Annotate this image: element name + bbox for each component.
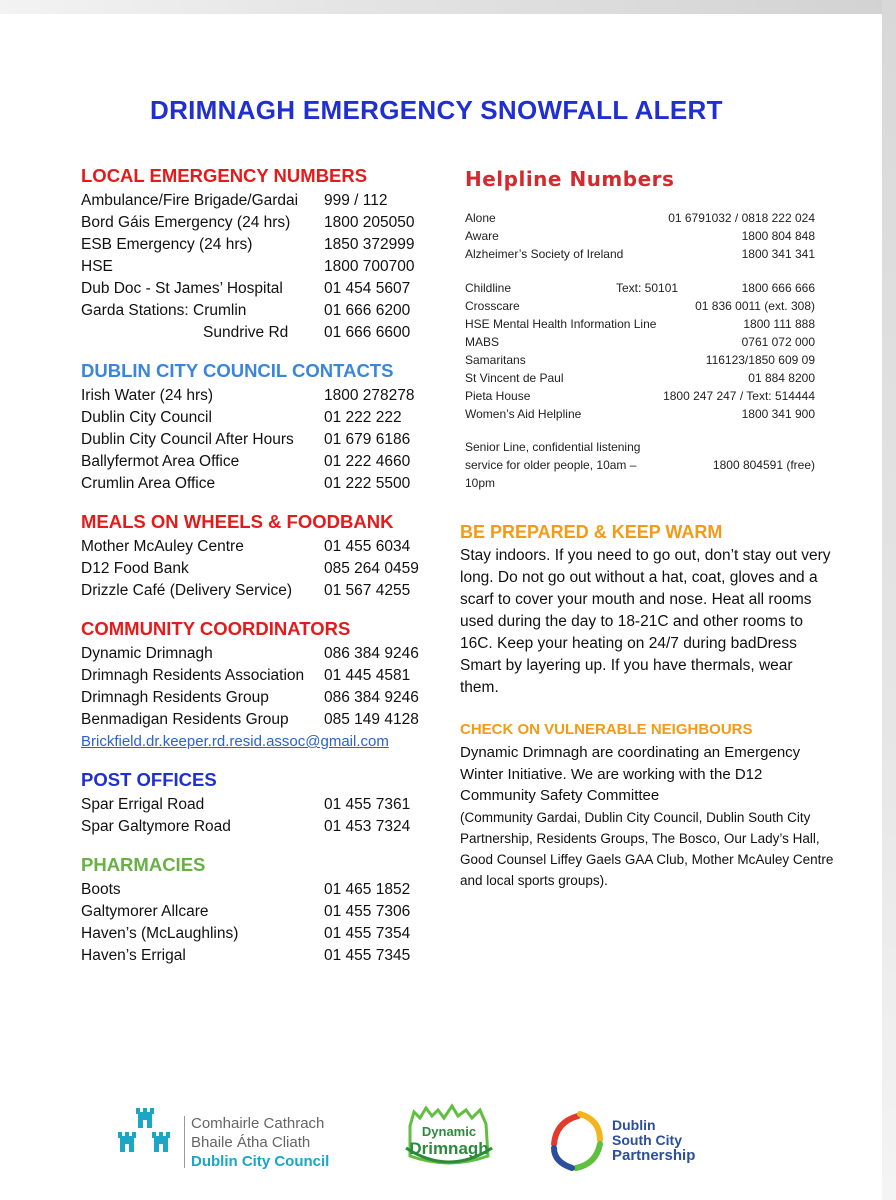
- helpline-row: [465, 369, 815, 387]
- contact-number: 1800 205050: [324, 214, 415, 231]
- dscp-line-3: Partnership: [612, 1147, 696, 1164]
- left-column: [81, 165, 441, 983]
- dublin-south-city-partnership-logo: [546, 1106, 726, 1176]
- helpline-number: 1800 247 247 / Text: 514444: [663, 389, 815, 403]
- senior-line-number: 1800 804591 (free): [712, 458, 815, 472]
- contact-name: Haven’s (McLaughlins): [81, 925, 239, 942]
- dynamic-drimnagh-text: [400, 1124, 498, 1159]
- pharmacies-section: [81, 854, 441, 967]
- contact-row: [81, 385, 441, 407]
- dublin-city-council-logo: [118, 1108, 358, 1168]
- contact-number: 01 455 7306: [324, 903, 411, 920]
- contact-number: 01 455 6034: [324, 538, 411, 555]
- dcc-logo-text: [191, 1114, 329, 1171]
- contact-row: [81, 451, 441, 473]
- contact-row: [81, 429, 441, 451]
- meals-heading: MEALS ON WHEELS & FOODBANK: [81, 511, 394, 532]
- city-council-heading: DUBLIN CITY COUNCIL CONTACTS: [81, 360, 394, 381]
- contact-name: Bord Gáis Emergency (24 hrs): [81, 214, 291, 231]
- contact-name: ESB Emergency (24 hrs): [81, 236, 253, 253]
- helpline-row: [465, 227, 815, 245]
- contact-number: 085 264 0459: [324, 560, 419, 577]
- helpline-name: Pieta House: [465, 389, 531, 403]
- contact-row: [81, 407, 441, 429]
- contact-name: Spar Galtymore Road: [81, 818, 231, 835]
- helpline-name: Alzheimer’s Society of Ireland: [465, 247, 624, 261]
- contact-row: [81, 945, 441, 967]
- contact-name: Dublin City Council After Hours: [81, 431, 294, 448]
- contact-row: [81, 536, 441, 558]
- dscp-line-1: Dublin: [612, 1117, 656, 1133]
- contact-row: [81, 278, 441, 300]
- helpline-number: 1800 341 341: [741, 247, 815, 261]
- contact-name: Drimnagh Residents Group: [81, 689, 269, 706]
- contact-row: [81, 709, 441, 731]
- contact-row: [81, 816, 441, 838]
- helpline-row: [465, 315, 815, 333]
- contact-number: 1800 700700: [324, 258, 415, 275]
- contact-name: Ambulance/Fire Brigade/Gardai: [81, 192, 299, 209]
- contact-number: 01 666 6200: [324, 302, 411, 319]
- castles-icon: [118, 1108, 178, 1168]
- dscp-logo-text: [612, 1118, 695, 1163]
- helpline-heading: Helpline Numbers: [465, 167, 675, 191]
- helpline-name: Aware: [465, 229, 499, 243]
- contact-row: [81, 687, 441, 709]
- contact-name: Drizzle Café (Delivery Service): [81, 582, 293, 599]
- helpline-row: [465, 279, 815, 297]
- helpline-row: [465, 387, 815, 405]
- contact-name: Spar Errigal Road: [81, 796, 205, 813]
- contact-name: Irish Water (24 hrs): [81, 387, 214, 404]
- contact-row: [81, 901, 441, 923]
- helpline-number: 1800 111 888: [743, 317, 815, 331]
- page-title: DRIMNAGH EMERGENCY SNOWFALL ALERT: [150, 95, 723, 125]
- logo-divider: [184, 1116, 185, 1168]
- contact-name: Ballyfermot Area Office: [81, 453, 240, 470]
- contact-row: [81, 190, 441, 212]
- contact-row: [81, 665, 441, 687]
- helpline-row: [465, 209, 815, 227]
- contact-name: Benmadigan Residents Group: [81, 711, 289, 728]
- coordinators-section: [81, 618, 441, 753]
- contact-number: 1800 278278: [324, 387, 415, 404]
- contact-number: 01 679 6186: [324, 431, 411, 448]
- helpline-name: Crosscare: [465, 299, 520, 313]
- helpline-row: [465, 351, 815, 369]
- dscp-line-2: South City: [612, 1132, 682, 1148]
- vulnerable-body: Dynamic Drimnagh are coordinating an Emergency Winter Initiative. We are working with the D12 Community Safety Committee: [460, 744, 801, 804]
- contact-number: 01 465 1852: [324, 881, 411, 898]
- contact-number: 086 384 9246: [324, 645, 419, 662]
- contact-name: Haven’s Errigal: [81, 947, 186, 964]
- helpline-row: [465, 333, 815, 351]
- contact-number: 01 666 6600: [324, 324, 411, 341]
- contact-row: [81, 879, 441, 901]
- helpline-row: [465, 297, 815, 315]
- helpline-name: Women’s Aid Helpline: [465, 407, 582, 421]
- dd-line-2: Drimnagh: [409, 1139, 489, 1158]
- contact-name: Dublin City Council: [81, 409, 212, 426]
- contact-name: D12 Food Bank: [81, 560, 189, 577]
- page-edge-shadow-right: [882, 0, 896, 1200]
- contact-number: 01 453 7324: [324, 818, 411, 835]
- contact-number: 999 / 112: [324, 192, 388, 209]
- coordinators-heading: COMMUNITY COORDINATORS: [81, 618, 351, 639]
- helpline-name: MABS: [465, 335, 500, 349]
- contact-number: 01 455 7354: [324, 925, 411, 942]
- contact-name: Sundrive Rd: [203, 324, 289, 341]
- contact-number: 01 222 222: [324, 409, 402, 426]
- contact-number: 01 445 4581: [324, 667, 411, 684]
- helpline-name: Samaritans: [465, 353, 526, 367]
- contact-row: [81, 322, 441, 344]
- contact-name: Dub Doc - St James’ Hospital: [81, 280, 283, 297]
- email-link[interactable]: Brickfield.dr.keeper.rd.resid.assoc@gmail.com: [81, 733, 389, 750]
- post-offices-section: [81, 769, 441, 838]
- helpline-name: Childline: [465, 281, 512, 295]
- contact-row: [81, 300, 441, 322]
- helpline-number: 01 884 8200: [748, 371, 815, 385]
- contact-name: HSE: [81, 258, 113, 275]
- helpline-row: [465, 405, 815, 423]
- contact-row: [81, 558, 441, 580]
- contact-name: Dynamic Drimnagh: [81, 645, 213, 662]
- contact-number: 085 149 4128: [324, 711, 419, 728]
- contact-name: Garda Stations: Crumlin: [81, 302, 247, 319]
- helpline-number: 116123/1850 609 09: [705, 353, 815, 367]
- vulnerable-body-partners: (Community Gardai, Dublin City Council, Dublin South City Partnership, Residents Groups, The Bosco, Our Lady’s Hall, Good Counsel Liffey Gaels GAA Club, Mother McAuley Centre and local sports groups).: [460, 809, 834, 888]
- dd-line-1: Dynamic: [421, 1124, 477, 1139]
- helpline-name: Alone: [465, 211, 496, 225]
- contact-row: [81, 643, 441, 665]
- local-emergency-section: [81, 165, 441, 344]
- contact-row: [81, 794, 441, 816]
- city-council-section: [81, 360, 441, 495]
- senior-line-row: [465, 438, 815, 492]
- page-edge-shadow-top: [0, 0, 896, 14]
- contact-row: [81, 234, 441, 256]
- dcc-line-irish-2: Bhaile Átha Cliath: [191, 1134, 311, 1151]
- contact-row: [81, 256, 441, 278]
- contact-name: Crumlin Area Office: [81, 475, 216, 492]
- dynamic-drimnagh-logo: [400, 1100, 498, 1178]
- contact-name: Drimnagh Residents Association: [81, 667, 305, 684]
- dcc-line-irish-1: Comhairle Cathrach: [191, 1115, 325, 1132]
- dcc-line-english: Dublin City Council: [191, 1153, 330, 1170]
- contact-number: 01 455 7345: [324, 947, 411, 964]
- helpline-name: St Vincent de Paul: [465, 371, 564, 385]
- contact-number: 01 567 4255: [324, 582, 411, 599]
- helpline-text-number: Text: 50101: [616, 281, 679, 295]
- helpline-number: 1800 666 666: [741, 281, 815, 295]
- contact-row: [81, 473, 441, 495]
- keep-warm-body: Stay indoors. If you need to go out, don’t stay out very long. Do not go out without a hat, coat, gloves and a scarf to cover your mouth and nose. Heat all rooms used during the day to 18-21C and other rooms to 16C. Keep your heating on 24/7 during badDress Smart by layering up. If you have thermals, wear them.: [460, 547, 831, 696]
- contact-number: 01 455 7361: [324, 796, 411, 813]
- helpline-row: [465, 245, 815, 263]
- contact-row: [81, 923, 441, 945]
- contact-name: Boots: [81, 881, 121, 898]
- meals-section: [81, 511, 441, 602]
- vulnerable-heading: CHECK ON VULNERABLE NEIGHBOURS: [460, 721, 753, 738]
- contact-number: 01 454 5607: [324, 280, 411, 297]
- contact-number: 01 222 5500: [324, 475, 411, 492]
- contact-row: [81, 580, 441, 602]
- contact-row: [81, 212, 441, 234]
- helpline-name: HSE Mental Health Information Line: [465, 317, 657, 331]
- keep-warm-heading: BE PREPARED & KEEP WARM: [460, 522, 723, 542]
- local-emergency-heading: LOCAL EMERGENCY NUMBERS: [81, 165, 368, 186]
- contact-number: 086 384 9246: [324, 689, 419, 706]
- helpline-number: 1800 804 848: [741, 229, 815, 243]
- helpline-number: 01 6791032 / 0818 222 024: [668, 211, 815, 225]
- senior-line-name: Senior Line, confidential listening service for older people, 10am – 10pm: [465, 440, 641, 490]
- contact-name: Galtymorer Allcare: [81, 903, 209, 920]
- post-offices-heading: POST OFFICES: [81, 769, 217, 790]
- helpline-number: 1800 341 900: [741, 407, 815, 421]
- pharmacies-heading: PHARMACIES: [81, 854, 206, 875]
- contact-name: Mother McAuley Centre: [81, 538, 244, 555]
- helpline-number: 0761 072 000: [741, 335, 815, 349]
- vulnerable-body-block: [460, 742, 840, 891]
- helpline-panel: [456, 165, 816, 495]
- contact-number: 1850 372999: [324, 236, 415, 253]
- partnership-swirl-icon: [546, 1106, 608, 1176]
- contact-number: 01 222 4660: [324, 453, 411, 470]
- helpline-number: 01 836 0011 (ext. 308): [695, 299, 815, 313]
